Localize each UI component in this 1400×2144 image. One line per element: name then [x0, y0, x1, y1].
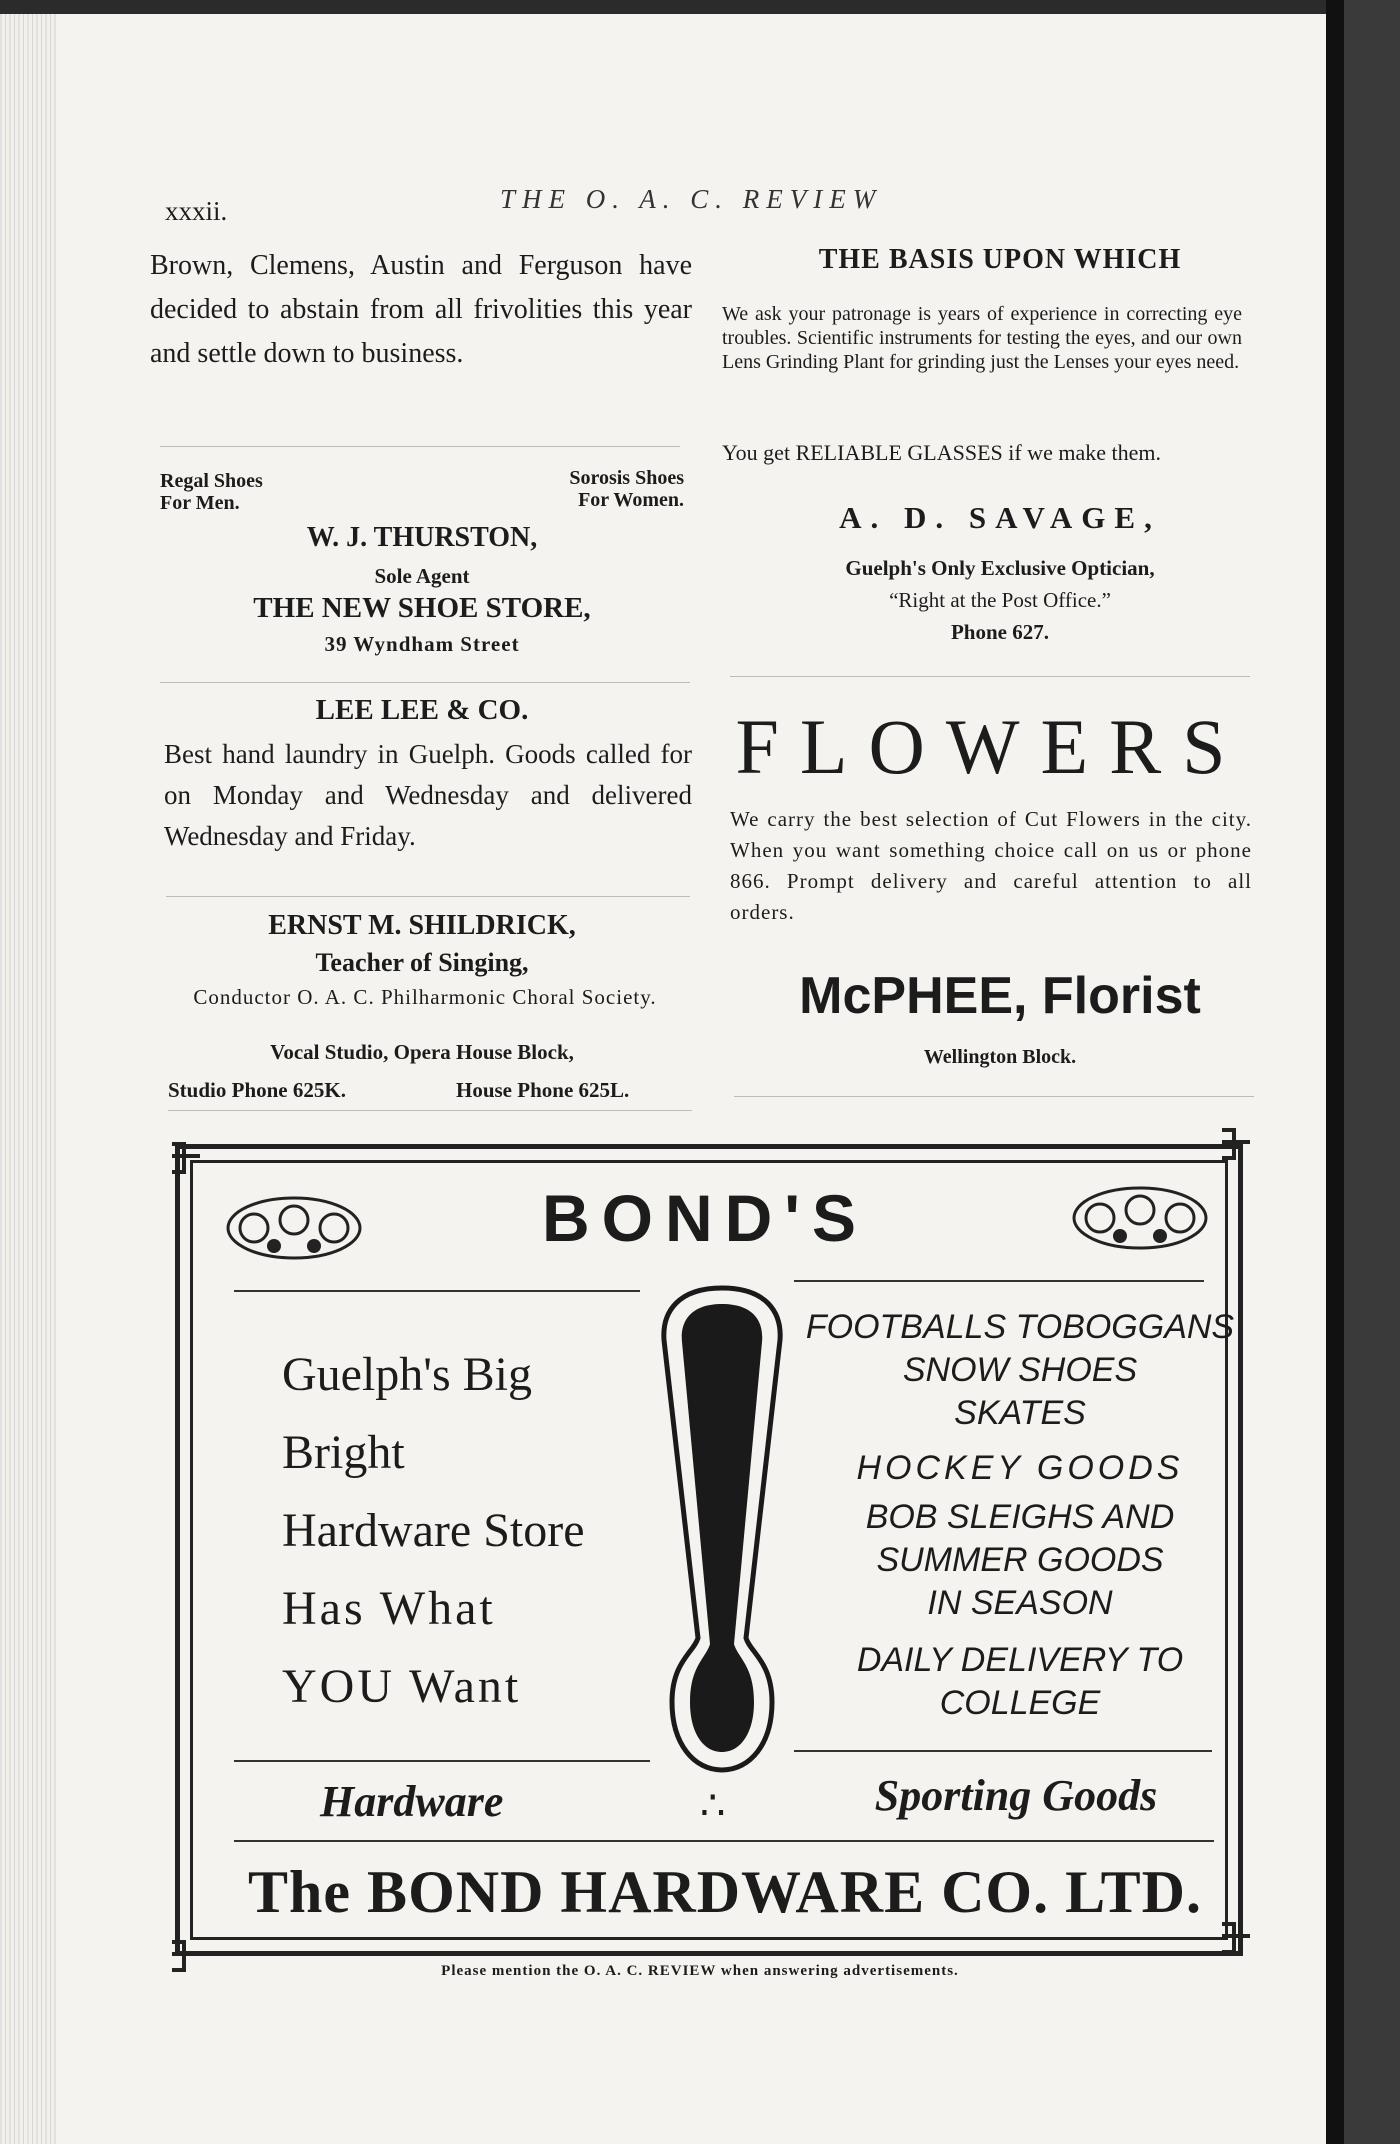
exclamation-mark-icon [654, 1282, 790, 1778]
flowers-title: FLOWERS [735, 703, 1247, 790]
shildrick-studio-phone: Studio Phone 625K. [168, 1078, 346, 1102]
mcphee-name: McPHEE, Florist [799, 967, 1201, 1025]
shildrick-name: ERNST M. SHILDRICK, [268, 910, 576, 941]
bond-hardware-label: Hardware [320, 1777, 504, 1826]
bond-product-list: FOOTBALLS TOBOGGANS SNOW SHOES SKATES HOCKEY GOODS BOB SLEIGHS AND SUMMER GOODS IN SEASON DAILY DELIVERY TO COLLEGE [805, 1308, 1235, 1722]
savage-role: Guelph's Only Exclusive Optician, [845, 556, 1155, 580]
thurston-store: THE NEW SHOE STORE, [253, 592, 591, 624]
shildrick-studio: Vocal Studio, Opera House Block, [270, 1040, 574, 1064]
shildrick-house-phone: House Phone 625L. [456, 1078, 630, 1102]
savage-text2: You get RELIABLE GLASSES if we make them. [722, 440, 1161, 465]
bond-slogan: Guelph's Big Bright Hardware Store Has What YOU Want [282, 1348, 585, 1713]
bond-separator: ∴ [700, 1783, 726, 1828]
intro-paragraph: Brown, Clemens, Austin and Ferguson have decided to abstain from all frivolities this year and settle down to business. [150, 250, 692, 369]
flowers-text: We carry the best selection of Cut Flowers in the city. When you want something choice call on us or phone 866. Prompt delivery and careful attention to all orders. [730, 807, 1252, 924]
scan-margin [1344, 0, 1400, 2144]
thurston-women-tag: Sorosis Shoes For Women. [569, 467, 684, 511]
mcphee-address: Wellington Block. [923, 1046, 1077, 1068]
thurston-men-tag: Regal Shoes For Men. [160, 470, 263, 514]
bond-sporting-label: Sporting Goods [874, 1771, 1158, 1820]
flourish-left-icon [224, 1190, 364, 1266]
bonds-title: BOND'S [541, 1181, 869, 1255]
page-edge-shadow [1326, 0, 1344, 2144]
savage-name: A. D. SAVAGE, [839, 500, 1161, 535]
flourish-right-icon [1070, 1180, 1210, 1256]
bond-company-name: The BOND HARDWARE CO. LTD. [248, 1859, 1202, 1925]
corner-ornament-icon [1218, 1920, 1254, 1956]
savage-phone: Phone 627. [950, 620, 1049, 644]
thurston-address: 39 Wyndham Street [324, 632, 520, 656]
page-footer: Please mention the O. A. C. REVIEW when answering advertisements. [441, 1963, 959, 1979]
savage-heading: THE BASIS UPON WHICH [818, 244, 1182, 275]
savage-text: We ask your patronage is years of experience in correcting eye troubles. Scientific instruments for testing the eyes, and our own Lens Grinding Plant for grinding just the Lenses your eyes need. [722, 303, 1242, 373]
thurston-role: Sole Agent [374, 564, 470, 588]
savage-location: “Right at the Post Office.” [889, 588, 1111, 612]
shildrick-role: Teacher of Singing, [315, 948, 529, 977]
running-title: THE O. A. C. REVIEW [500, 184, 883, 214]
binding-gutter [0, 14, 56, 2144]
thurston-name: W. J. THURSTON, [306, 522, 538, 553]
lee-name: LEE LEE & CO. [315, 694, 529, 726]
shildrick-conductor: Conductor O. A. C. Philharmonic Choral Society. [193, 985, 657, 1009]
corner-ornament-icon [1218, 1126, 1254, 1162]
page-number: xxxii. [165, 196, 228, 226]
lee-text: Best hand laundry in Guelph. Goods called for on Monday and Wednesday and delivered Wednesday and Friday. [164, 739, 692, 851]
corner-ornament-icon [168, 1938, 204, 1974]
corner-ornament-icon [168, 1140, 204, 1176]
